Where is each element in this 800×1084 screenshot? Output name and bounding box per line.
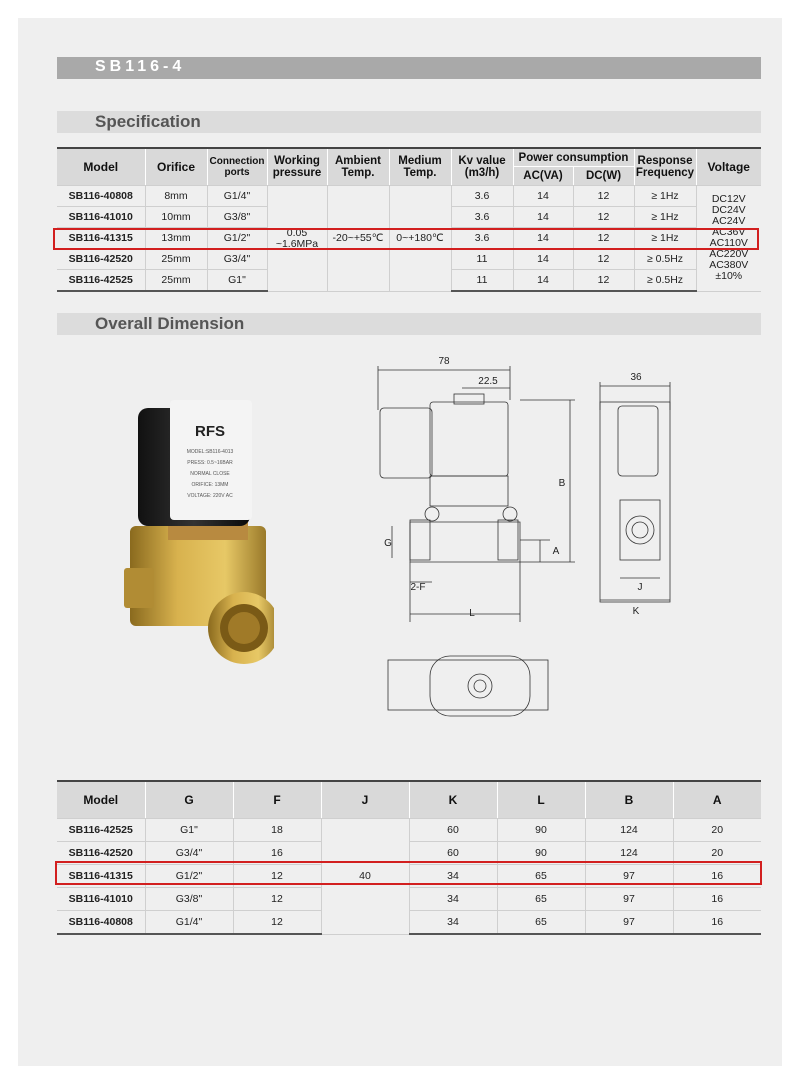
spec-row-highlight-box xyxy=(53,228,759,250)
model-cell: SB116-41010 xyxy=(57,207,145,228)
l-cell: 65 xyxy=(497,911,585,935)
orifice-cell: 25mm xyxy=(145,270,207,292)
valve-dimension-drawing xyxy=(370,350,700,730)
orifice-cell: 10mm xyxy=(145,207,207,228)
orifice-cell: 13mm xyxy=(145,228,207,249)
l-cell: 65 xyxy=(497,865,585,888)
ac-cell: 14 xyxy=(513,228,573,249)
photo-label-line: NORMAL CLOSE xyxy=(190,471,230,477)
header-dc-w: DC(W) xyxy=(573,167,634,186)
working-pressure-cell: 0.05 ~1.6MPa xyxy=(267,186,327,292)
dim-header-a: A xyxy=(673,781,761,819)
dim-label-offset: 22.5 xyxy=(478,376,498,387)
ac-cell: 14 xyxy=(513,270,573,292)
header-response-frequency: Response Frequency xyxy=(634,148,696,186)
g-cell: G3/4" xyxy=(145,842,233,865)
header-orifice: Orifice xyxy=(145,148,207,186)
g-cell: G3/8" xyxy=(145,888,233,911)
frequency-cell: ≥ 1Hz xyxy=(634,207,696,228)
dimension-heading: Overall Dimension xyxy=(95,314,245,333)
medium-temp-cell: 0~+180℃ xyxy=(389,186,451,292)
voltage-value: AC24V xyxy=(712,215,746,227)
header-kv-value: Kv value (m3/h) xyxy=(451,148,513,186)
g-cell: G1/2" xyxy=(145,865,233,888)
a-cell: 20 xyxy=(673,819,761,842)
dim-header-b: B xyxy=(585,781,673,819)
k-cell: 60 xyxy=(409,842,497,865)
f-cell: 16 xyxy=(233,842,321,865)
dim-header-model: Model xyxy=(57,781,145,819)
kv-cell: 3.6 xyxy=(451,207,513,228)
dim-header-l: L xyxy=(497,781,585,819)
voltage-value: AC36V xyxy=(712,226,746,238)
voltage-value: AC110V xyxy=(709,237,748,249)
k-cell: 34 xyxy=(409,911,497,935)
dc-cell: 12 xyxy=(573,207,634,228)
model-cell: SB116-42525 xyxy=(57,819,145,842)
dc-cell: 12 xyxy=(573,270,634,292)
dc-cell: 12 xyxy=(573,186,634,207)
b-cell: 97 xyxy=(585,888,673,911)
b-cell: 97 xyxy=(585,865,673,888)
header-connection-ports: Connection ports xyxy=(207,148,267,186)
voltage-value: AC220V xyxy=(709,248,749,260)
header-voltage: Voltage xyxy=(696,148,761,186)
voltage-value: DC12V xyxy=(711,193,746,205)
header-working-pressure: Working pressure xyxy=(267,148,327,186)
dim-label-f: 2-F xyxy=(410,582,426,593)
photo-label-line: ORIFICE: 13MM xyxy=(191,482,229,488)
port-cell: G1/4" xyxy=(207,186,267,207)
specification-table xyxy=(57,147,761,292)
dim-label-k: K xyxy=(632,606,640,617)
header-power-consumption: Power consumption xyxy=(513,148,634,167)
kv-cell: 11 xyxy=(451,249,513,270)
a-cell: 16 xyxy=(673,865,761,888)
header-ambient-temp: Ambient Temp. xyxy=(327,148,389,186)
valve-product-photo xyxy=(124,378,274,673)
dim-label-a: A xyxy=(552,546,560,557)
ac-cell: 14 xyxy=(513,186,573,207)
f-cell: 12 xyxy=(233,911,321,935)
photo-label-line: PRESS: 0.5~16BAR xyxy=(187,460,233,466)
g-cell: G1/4" xyxy=(145,911,233,935)
port-cell: G1/2" xyxy=(207,228,267,249)
kv-cell: 3.6 xyxy=(451,228,513,249)
dim-label-overall: 78 xyxy=(438,356,450,367)
ac-cell: 14 xyxy=(513,249,573,270)
frequency-cell: ≥ 1Hz xyxy=(634,228,696,249)
dim-row xyxy=(57,888,761,911)
dim-row-highlight-box xyxy=(55,861,762,885)
b-cell: 97 xyxy=(585,911,673,935)
voltage-value: AC380V xyxy=(709,259,749,271)
dim-header-k: K xyxy=(409,781,497,819)
model-cell: SB116-40808 xyxy=(57,911,145,935)
a-cell: 16 xyxy=(673,911,761,935)
b-cell: 124 xyxy=(585,842,673,865)
port-cell: G3/8" xyxy=(207,207,267,228)
specification-heading-bar xyxy=(57,111,761,133)
model-cell: SB116-41010 xyxy=(57,888,145,911)
dimension-heading-bar xyxy=(57,313,761,335)
model-cell: SB116-41315 xyxy=(57,228,145,249)
b-cell: 124 xyxy=(585,819,673,842)
dim-label-b: B xyxy=(558,478,566,489)
product-title-bar xyxy=(57,57,761,79)
l-cell: 65 xyxy=(497,888,585,911)
photo-label-line: VOLTAGE: 220V AC xyxy=(187,493,233,499)
dim-label-width: 36 xyxy=(630,372,642,383)
model-cell: SB116-41315 xyxy=(57,865,145,888)
dim-label-g: G xyxy=(384,538,392,549)
k-cell: 34 xyxy=(409,888,497,911)
dim-header-f: F xyxy=(233,781,321,819)
header-ac-va: AC(VA) xyxy=(513,167,573,186)
j-cell: 40 xyxy=(321,819,409,935)
l-cell: 90 xyxy=(497,819,585,842)
voltage-value: ±10% xyxy=(715,270,743,282)
model-cell: SB116-42520 xyxy=(57,842,145,865)
orifice-cell: 25mm xyxy=(145,249,207,270)
dim-header-j: J xyxy=(321,781,409,819)
frequency-cell: ≥ 0.5Hz xyxy=(634,270,696,292)
dimension-table xyxy=(57,780,761,935)
photo-brand-label: RFS xyxy=(195,423,225,440)
dim-header-g: G xyxy=(145,781,233,819)
product-title: SB116-4 xyxy=(95,58,186,75)
frequency-cell: ≥ 1Hz xyxy=(634,186,696,207)
port-cell: G1" xyxy=(207,270,267,292)
frequency-cell: ≥ 0.5Hz xyxy=(634,249,696,270)
k-cell: 34 xyxy=(409,865,497,888)
f-cell: 12 xyxy=(233,888,321,911)
dim-label-l: L xyxy=(469,608,475,619)
f-cell: 12 xyxy=(233,865,321,888)
voltage-value: DC24V xyxy=(711,204,746,216)
k-cell: 60 xyxy=(409,819,497,842)
a-cell: 20 xyxy=(673,842,761,865)
specification-heading: Specification xyxy=(95,112,201,131)
l-cell: 90 xyxy=(497,842,585,865)
dc-cell: 12 xyxy=(573,249,634,270)
photo-label-line: MODEL:SB116-4013 xyxy=(186,449,234,455)
dim-label-j: J xyxy=(637,582,643,593)
g-cell: G1" xyxy=(145,819,233,842)
ambient-temp-cell: -20~+55℃ xyxy=(327,186,389,292)
port-cell: G3/4" xyxy=(207,249,267,270)
dim-row xyxy=(57,819,761,842)
dc-cell: 12 xyxy=(573,228,634,249)
model-cell: SB116-40808 xyxy=(57,186,145,207)
orifice-cell: 8mm xyxy=(145,186,207,207)
a-cell: 16 xyxy=(673,888,761,911)
kv-cell: 3.6 xyxy=(451,186,513,207)
model-cell: SB116-42525 xyxy=(57,270,145,292)
kv-cell: 11 xyxy=(451,270,513,292)
dim-row xyxy=(57,911,761,935)
spec-row xyxy=(57,186,761,207)
header-medium-temp: Medium Temp. xyxy=(389,148,451,186)
ac-cell: 14 xyxy=(513,207,573,228)
f-cell: 18 xyxy=(233,819,321,842)
header-model: Model xyxy=(57,148,145,186)
model-cell: SB116-42520 xyxy=(57,249,145,270)
